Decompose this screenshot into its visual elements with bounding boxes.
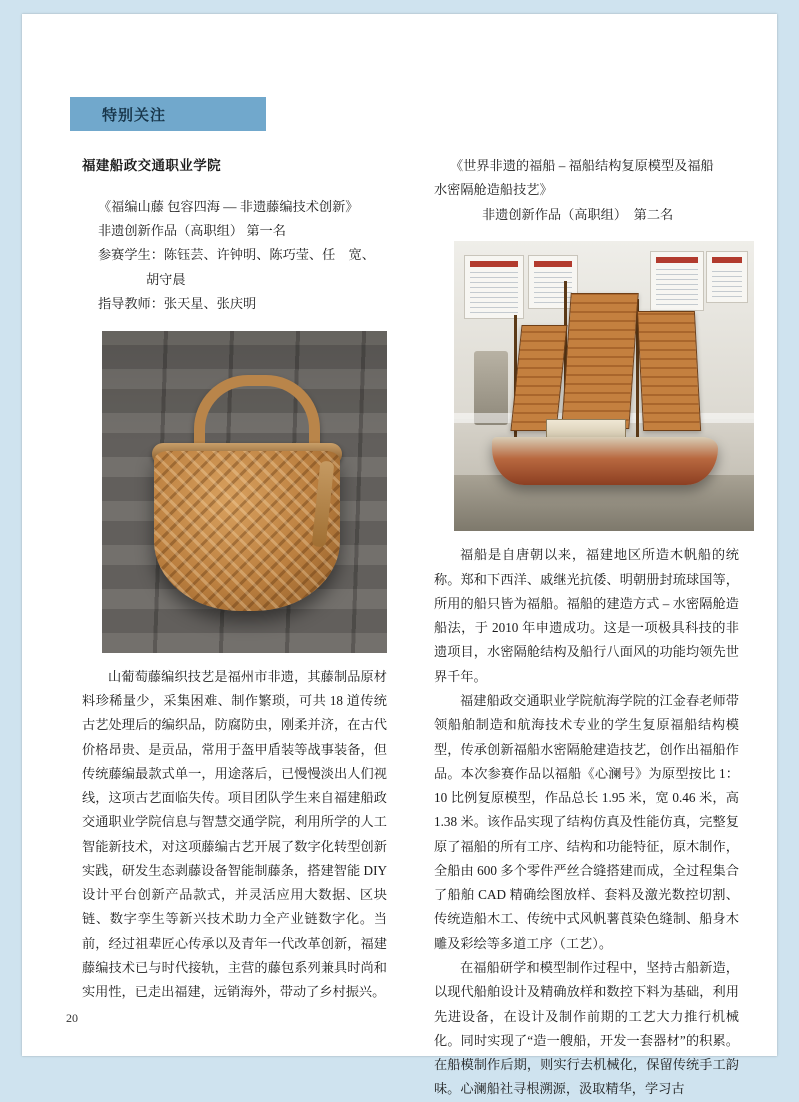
exhibit-panel bbox=[706, 251, 748, 303]
school-name: 福建船政交通职业学院 bbox=[82, 158, 221, 173]
right-work-title-line2: 水密隔舱造船技艺》 bbox=[434, 182, 553, 198]
left-work-title: 《福编山藤 包容四海 –– 非遗藤编技术创新》 bbox=[98, 198, 359, 214]
right-work-title-line1: 《世界非遗的福船 – 福船结构复原模型及福船 bbox=[450, 158, 714, 173]
page-number: 20 bbox=[66, 1011, 78, 1025]
right-paragraph-1: 福船是自唐朝以来，福建地区所造木帆船的统称。郑和下西洋、戚继光抗倭、明朝册封琉球国等，所用的船只皆为福船。福船的建造方式 – 水密隔舱造船法，于 2010 年申遗成功。这是一项极具科技的非遗项目，水密隔舱结构及船行八面风的功能均领先世界千年。 bbox=[434, 547, 739, 684]
right-column bbox=[434, 154, 739, 1102]
ship-model-photo bbox=[454, 241, 754, 531]
ship-sail bbox=[561, 293, 639, 429]
left-teachers: 指导教师：张天星、张庆明 bbox=[98, 296, 257, 312]
section-banner-label: 特别关注 bbox=[102, 106, 167, 124]
left-column bbox=[82, 154, 387, 1005]
left-paragraph-1: 山葡萄藤编织技艺是福州市非遗，其藤制品原材料珍稀量少，采集困难、制作繁琐，可共 18 道传统古艺处理后的编织品，防腐防虫，刚柔并济，在古代价格昂贵、是贡品，常用于盔甲盾装等战事装备，但传统藤编最款式单一，用途落后，已慢慢淡出人们视线，这项古艺面临失传。项目团队学生来自福建船政交通职业学院信息与智慧交通学院，利用所学的人工智能新技术，对这项藤编古艺开展了数字化转型创新实践，研发生态剥藤设备智能制藤条，搭建智能 DIY 设计平台创新产品款式，并灵活应用大数据、区块链、数字孪生等新兴技术助力全产业链数字化。当前，经过祖辈匠心传承以及青年一代改革创新，福建藤编技术已与时代接轨，主营的藤包系列兼具时尚和实用性，已走出福建，远销海外，带动了乡村振兴。 bbox=[82, 668, 387, 1000]
right-paragraph-3: 在福船研学和模型制作过程中，坚持古船新造，以现代船舶设计及精确放样和数控下料为基础，利用先进设备，在设计及制作前期的工艺大力推行机械化。同时实现了“造一艘船，开发一套器材”的积累。在船模制作后期，则实行去机械化，保留传统手工韵味。心澜船社寻根溯源，汲取精华，学习古 bbox=[434, 960, 739, 1097]
left-award: 非遗创新作品（高职组） 第一名 bbox=[98, 222, 286, 238]
basket-photo bbox=[102, 331, 387, 653]
right-award: 非遗创新作品（高职组） 第二名 bbox=[482, 206, 674, 222]
ship-sail bbox=[637, 311, 701, 431]
left-students-cont: 胡守晨 bbox=[146, 271, 186, 287]
section-banner bbox=[70, 97, 266, 131]
exhibit-panel bbox=[650, 251, 704, 311]
right-paragraph-2: 福建船政交通职业学院航海学院的江金春老师带领船舶制造和航海技术专业的学生复原福船结构模型，传承创新福船水密隔舱建造技艺，创作出福船作品。本次参赛作品以福船《心澜号》为原型按比 1：10 比例复原模型，作品总长 1.95 米，宽 0.46 米，高 1.38 米。该作品实现了结构仿真及性能仿真，完整复原了福船的所有工序、结构和功能特征，原木制作，全船由 600 多个零件严丝合缝搭建而成，全过程集合了船舶 CAD 精确绘图放样、套料及激光数控切割、传统造船木工、传统中式风帆薯莨染色缝制、船身木雕及彩绘等多道工序（工艺）。 bbox=[434, 692, 739, 951]
left-students: 参赛学生：陈钰芸、许钟明、陈巧莹、任 宽、 bbox=[98, 247, 375, 263]
page-sheet bbox=[22, 14, 777, 1097]
ship-hull bbox=[492, 437, 718, 485]
exhibit-panel bbox=[464, 255, 524, 319]
